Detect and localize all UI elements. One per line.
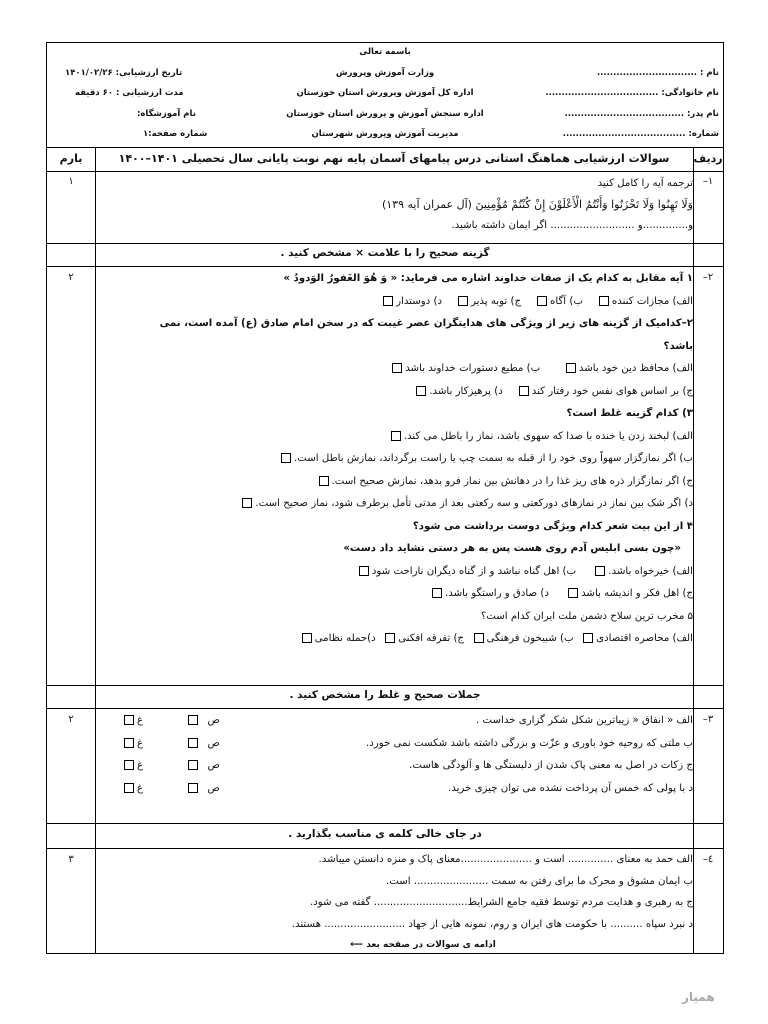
q1-number: ۱– xyxy=(702,176,714,187)
score-col-heading: بارم xyxy=(59,152,83,165)
q1-blank[interactable]: و..............و .......................... اگر ایمان داشته باشید. xyxy=(451,220,693,231)
false-checkbox[interactable] xyxy=(124,715,134,725)
school-name-label: نام آموزشگاه: xyxy=(137,109,196,119)
q3-number: ۳– xyxy=(702,714,714,725)
checkbox[interactable] xyxy=(302,633,312,643)
q2-3-option-b: ب) اگر نمازگزار سهواً روی خود را از قبله به سمت چپ یا راست برگرداند، نمازش باطل است. xyxy=(93,448,693,471)
q1-score: ۱ xyxy=(68,176,74,187)
checkbox[interactable] xyxy=(432,588,442,598)
tf-row: ج زکات در اصل به معنی پاک شدن از دلبستگی ها و آلودگی هاست. ص غ xyxy=(93,755,693,778)
q2-body xyxy=(93,268,693,651)
tf-row: الف « انفاق « زیباترین شکل شکر گزاری خداست . ص غ xyxy=(93,710,693,733)
q2-number: ۲– xyxy=(702,272,714,283)
q1-body xyxy=(93,173,693,236)
checkbox[interactable] xyxy=(359,566,369,576)
q2-5-options: الف) محاصره اقتصادی ب) شبیخون فرهنگی ج) تفرقه افکنی د)حمله نظامی xyxy=(93,628,693,651)
exam-title: سوالات ارزشیابی هماهنگ استانی درس پیامهای آسمان پایه نهم نوبت پایانی سال تحصیلی ۱۴۰۱–۱۴۰۰ xyxy=(118,152,670,165)
checkbox[interactable] xyxy=(385,633,395,643)
q2-1-options: الف) مجازات کننده ب) آگاه ج) توبه پذیر د) دوستدار xyxy=(93,291,693,314)
true-checkbox[interactable] xyxy=(188,783,198,793)
fill-item[interactable]: الف حمد به معنای .............. است و ......................معنای پاک و منزه دانستن میباشد. xyxy=(318,854,693,865)
table-head-divider xyxy=(47,171,723,172)
checkbox[interactable] xyxy=(242,498,252,508)
tf-row: ب ملتی که روحیه خود باوری و عزّت و بزرگی داشته باشد شکست نمی خورد. ص غ xyxy=(93,733,693,756)
q2-3-option-c: ج) اگر نمازگزار ذره های ریز غذا را در دهانش بین نماز فرو بدهد، نمازش صحیح است. xyxy=(93,471,693,494)
q2-2-stem: ۲–کدامیک از گزینه های زیر از ویژگی های هدایتگران عصر غیبت که در سخن امام صادق (ع) آمده است، نمی xyxy=(159,318,693,329)
true-checkbox[interactable] xyxy=(188,760,198,770)
checkbox[interactable] xyxy=(458,296,468,306)
q3-score: ۲ xyxy=(68,714,74,725)
family-field[interactable]: نام خانوادگی: ................................... xyxy=(545,88,719,98)
page-number: شماره صفحه:۱ xyxy=(143,129,208,139)
false-checkbox[interactable] xyxy=(124,760,134,770)
section-mc-title: گزینه صحیح را با علامت × مشخص کنید . xyxy=(280,247,490,259)
q2-4-options-b: ج) اهل فکر و اندیشه باشد د) صادق و راستگو باشد. xyxy=(93,583,693,606)
q2-2-options-a: الف) محافظ دین خود باشد ب) مطیع دستورات خداوند باشد xyxy=(93,358,693,381)
checkbox[interactable] xyxy=(568,588,578,598)
checkbox[interactable] xyxy=(391,431,401,441)
name-field[interactable]: نام : ............................... xyxy=(596,68,719,78)
section-tf-title: جملات صحیح و غلط را مشخص کنید . xyxy=(289,689,481,701)
true-checkbox[interactable] xyxy=(188,715,198,725)
exam-sheet xyxy=(46,42,724,954)
checkbox[interactable] xyxy=(519,386,529,396)
q2-3-option-a: الف) لبخند زدن یا خنده با صدا که سهوی باشد، نماز را باطل می کند. xyxy=(93,426,693,449)
row-col-heading: ردیف xyxy=(693,152,723,165)
q2-4-stem: ۴ از این بیت شعر کدام ویژگی دوست برداشت می شود؟ xyxy=(412,520,693,532)
checkbox[interactable] xyxy=(416,386,426,396)
footer-brand: همیار xyxy=(682,990,715,1004)
fill-item[interactable]: ب ایمان مشوق و محرک ما برای رفتن به سمت ....................... است. xyxy=(385,875,693,887)
q2-4-options-a: الف) خیرخواه باشد. ب) اهل گناه نباشد و از گناه دیگران ناراحت شود xyxy=(93,561,693,584)
q1-verse: وَلَا تَهِنُوا وَلَا تَحْزَنُوا وَأَنْتُمُ الْأَعْلَوْنَ إِنْ كُنْتُمْ مُؤْمِنِينَ (آل عمران آیه ۱۳۹) xyxy=(381,198,693,211)
father-field[interactable]: نام پدر: ..................................... xyxy=(564,109,719,119)
fill-item[interactable]: د نبرد سپاه .......... با حکومت های ایران و روم، نمونه هایی از جهاد ......................... هستند. xyxy=(291,918,693,930)
false-checkbox[interactable] xyxy=(124,783,134,793)
number-field[interactable]: شماره: ...................................... xyxy=(562,129,719,139)
q2-5-stem: ۵ مخرب ترین سلاح دشمن ملت ایران کدام است؟ xyxy=(480,610,693,622)
q4-score: ۳ xyxy=(68,854,74,865)
q4-number: ٤– xyxy=(702,854,714,865)
checkbox[interactable] xyxy=(383,296,393,306)
q2-2-options-b: ج) بر اساس هوای نفس خود رفتار کند د) پرهیزکار باشد. xyxy=(93,381,693,404)
checkbox[interactable] xyxy=(595,566,605,576)
checkbox[interactable] xyxy=(474,633,484,643)
fill-item[interactable]: ج به رهبری و هدایت مردم توسط فقیه جامع الشرایط............................. گفته می شود. xyxy=(309,897,693,908)
q2-score: ۲ xyxy=(68,272,74,283)
exam-date: تاریخ ارزشیابی: ۱۴۰۱/۰۲/۲۶ xyxy=(65,68,183,78)
checkbox[interactable] xyxy=(392,363,402,373)
checkbox[interactable] xyxy=(319,476,329,486)
checkbox[interactable] xyxy=(537,296,547,306)
office-city: مدیریت آموزش وپرورش شهرستان xyxy=(311,129,459,139)
office-province: اداره کل آموزش وپرورش استان خوزستان xyxy=(296,88,474,98)
q2-4-poem: «چون بسی ابلیس آدم روی هست پس به هر دستی نشاید داد دست» xyxy=(343,543,681,554)
bismillah: باسمه تعالی xyxy=(359,47,411,57)
true-checkbox[interactable] xyxy=(188,738,198,748)
continue-note: ادامه ی سوالات در صفحه بعد ⟵ xyxy=(350,940,496,950)
exam-duration: مدت ارزشیابی : ۶۰ دقیقه xyxy=(75,88,184,98)
q1-intro: ترجمه آیه را کامل کنید xyxy=(597,178,693,189)
q2-3-option-d: د) اگر شک بین نماز در نمازهای دورکعتی و سه رکعتی بعد از مدتی تأمل برطرف شود، نماز صحیح است. xyxy=(93,493,693,516)
q4-body xyxy=(93,849,693,957)
checkbox[interactable] xyxy=(599,296,609,306)
section-fill-title: در جای خالی کلمه ی مناسب بگذارید . xyxy=(288,828,482,840)
exam-header xyxy=(47,43,723,148)
checkbox[interactable] xyxy=(281,453,291,463)
q3-body xyxy=(93,710,693,800)
checkbox[interactable] xyxy=(583,633,593,643)
checkbox[interactable] xyxy=(566,363,576,373)
tf-row: د با پولی که خمس آن پرداخت نشده می توان چیزی خرید. ص غ xyxy=(93,778,693,801)
q2-2-stem-end: باشد؟ xyxy=(663,340,693,352)
q2-3-stem: ۳) کدام گزینه غلط است؟ xyxy=(566,408,693,419)
office-eval: اداره سنجش آموزش و پرورش استان خوزستان xyxy=(286,109,484,119)
q2-1-stem: ۱ آیه مقابل به کدام یک از صفات خداوند اشاره می فرماید: « وَ هُوَ الغَفورُ الوَدودُ » xyxy=(283,273,693,284)
ministry: وزارت آموزش وپرورش xyxy=(335,68,435,78)
false-checkbox[interactable] xyxy=(124,738,134,748)
